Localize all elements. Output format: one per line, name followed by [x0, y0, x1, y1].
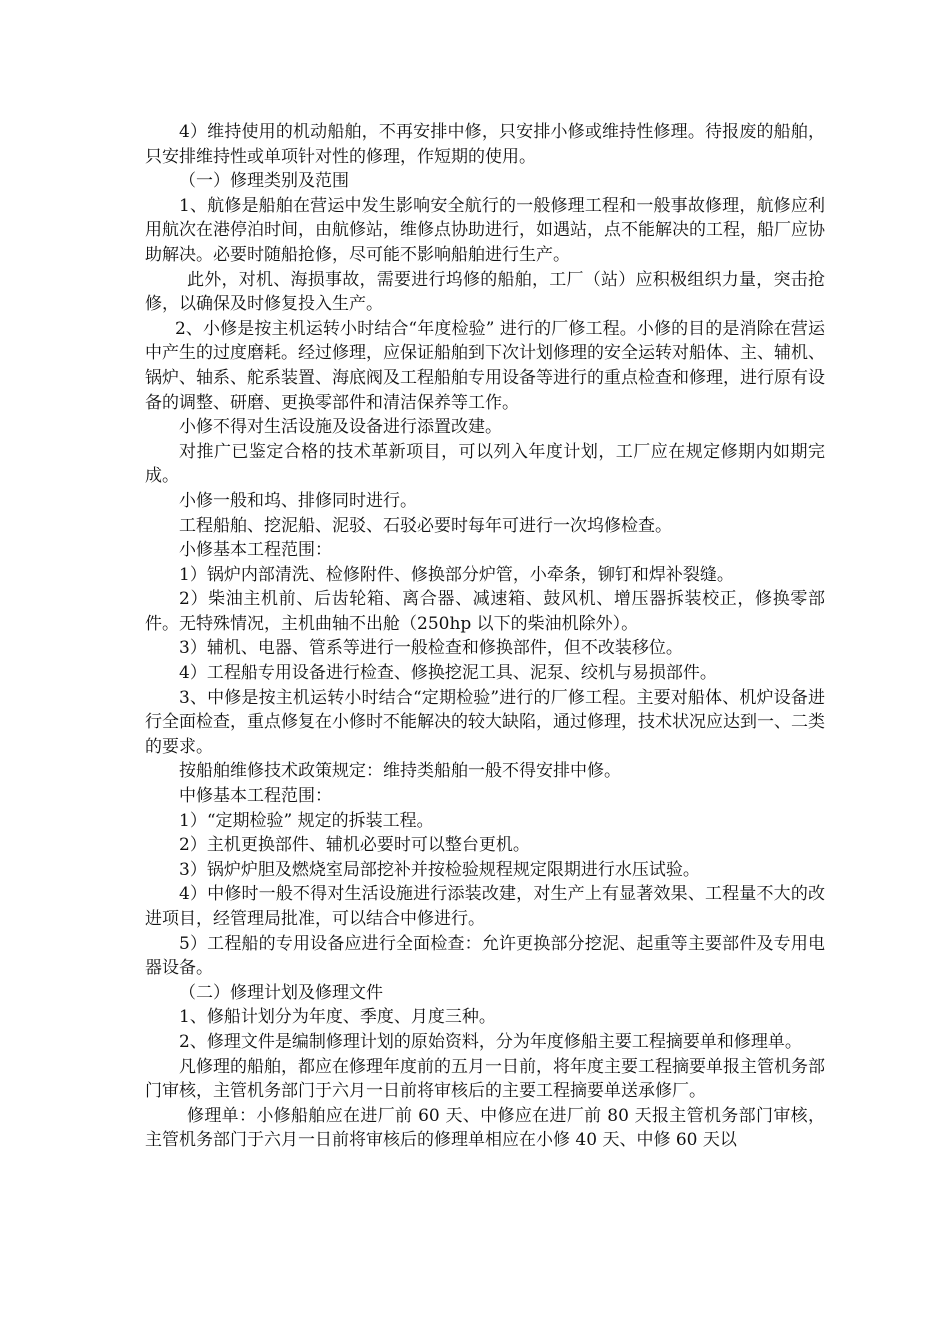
paragraph: 1、航修是船舶在营运中发生影响安全航行的一般修理工程和一般事故修理，航修应利用航次在港停泊时间，由航修站，维修点协助进行，如遇站，点不能解决的工程，船厂应协助解决。必要时随船抢修，尽可能不影响船舶进行生产。 — [145, 195, 825, 265]
paragraph: 修理单：小修船舶应在进厂前 60 天、中修应在进厂前 80 天报主管机务部门审核，主管机务部门于六月一日前将审核后的修理单相应在小修 40 天、中修 60 天以 — [145, 1105, 825, 1151]
paragraph: 按船舶维修技术政策规定：维持类船舶一般不得安排中修。 — [179, 761, 621, 782]
list-item: 4）工程船专用设备进行检查、修换挖泥工具、泥泵、绞机与易损部件。 — [179, 663, 717, 684]
paragraph: 2、小修是按主机运转小时结合“年度检验” 进行的厂修工程。小修的目的是消除在营运中产生的过度磨耗。经过修理，应保证船舶到下次计划修理的安全运转对船体、主、辅机、锅炉、轴系、舵系装置、海底阀及工程船舶专用设备等进行的重点检查和修理，进行原有设备的调整、研磨、更换零部件和清洁保养等工作。 — [145, 318, 825, 413]
paragraph: 小修不得对生活设施及设备进行添置改建。 — [179, 417, 502, 438]
list-item: 3）辅机、电器、管系等进行一般检查和修换部件，但不改装移位。 — [179, 638, 683, 659]
paragraph: 工程船舶、挖泥船、泥驳、石驳必要时每年可进行一次坞修检查。 — [179, 515, 672, 536]
list-item: 2）柴油主机前、后齿轮箱、离合器、减速箱、鼓风机、增压器拆装校正，修换零部件。无特殊情况，主机曲轴不出舱（250hp 以下的柴油机除外）。 — [145, 589, 825, 634]
paragraph: 小修一般和坞、排修同时进行。 — [179, 490, 417, 511]
paragraph: 凡修理的船舶，都应在修理年度前的五月一日前，将年度主要工程摘要单报主管机务部门审核，主管机务部门于六月一日前将审核后的主要工程摘要单送承修厂。 — [145, 1056, 825, 1102]
paragraph: 4）维持使用的机动船舶，不再安排中修，只安排小修或维持性修理。待报废的船舶，只安排维持性或单项针对性的修理，作短期的使用。 — [145, 122, 825, 167]
document-body — [145, 120, 825, 1153]
section-heading: （二）修理计划及修理文件 — [179, 982, 383, 1003]
paragraph: 小修基本工程范围： — [179, 540, 332, 561]
paragraph: 中修基本工程范围： — [179, 786, 332, 807]
paragraph: 2、修理文件是编制修理计划的原始资料，分为年度修船主要工程摘要单和修理单。 — [179, 1031, 802, 1052]
list-item: 3）锅炉炉胆及燃烧室局部挖补并按检验规程规定限期进行水压试验。 — [179, 859, 700, 880]
paragraph: 对推广已鉴定合格的技术革新项目，可以列入年度计划，工厂应在规定修期内如期完成。 — [145, 441, 825, 487]
list-item: 1）锅炉内部清洗、检修附件、修换部分炉管，小牵条，铆钉和焊补裂缝。 — [179, 564, 734, 585]
list-item: 2）主机更换部件、辅机必要时可以整台更机。 — [179, 835, 530, 856]
list-item: 1）“定期检验” 规定的拆装工程。 — [179, 810, 434, 831]
list-item: 5）工程船的专用设备应进行全面检查：允许更换部分挖泥、起重等主要部件及专用电器设备。 — [145, 933, 825, 979]
paragraph: 1、修船计划分为年度、季度、月度三种。 — [179, 1007, 496, 1028]
paragraph: 此外，对机、海损事故，需要进行坞修的船舶，工厂（站）应积极组织力量，突击抢修，以确保及时修复投入生产。 — [145, 269, 825, 315]
list-item: 4）中修时一般不得对生活设施进行添装改建，对生产上有显著效果、工程量不大的改进项目，经管理局批准，可以结合中修进行。 — [145, 884, 825, 929]
section-heading: （一）修理类别及范围 — [179, 171, 349, 192]
paragraph: 3、中修是按主机运转小时结合“定期检验”进行的厂修工程。主要对船体、机炉设备进行全面检查，重点修复在小修时不能解决的较大缺陷，通过修理，技术状况应达到一、二类的要求。 — [145, 687, 825, 757]
